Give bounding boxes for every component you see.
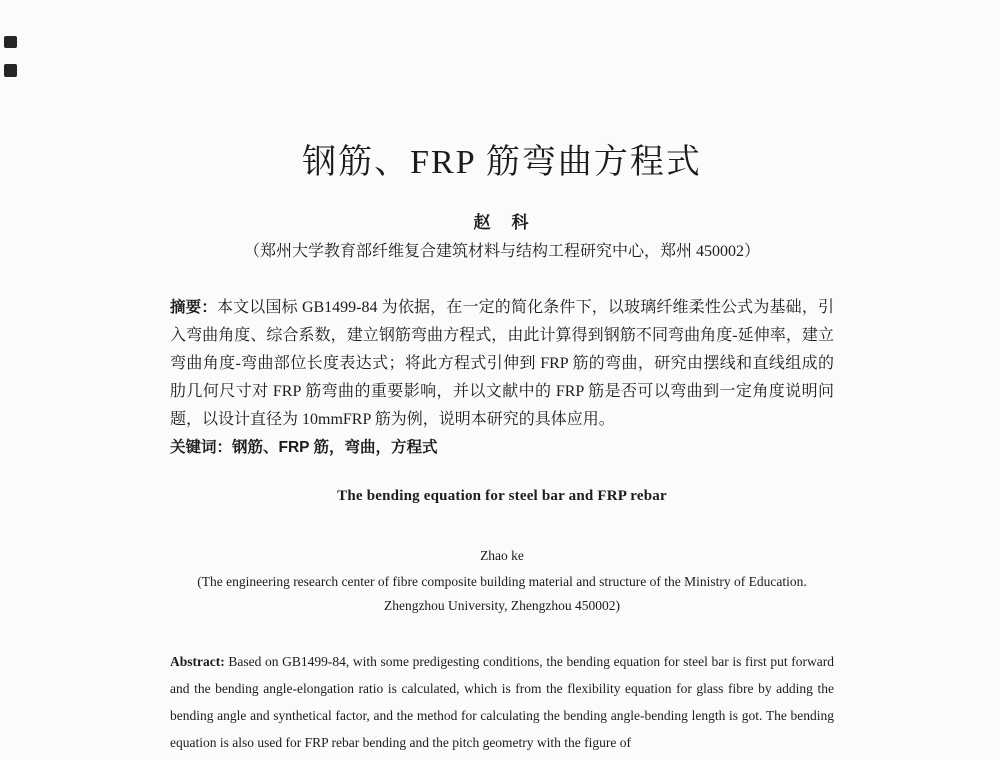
- chinese-abstract-block: [170, 294, 834, 462]
- affiliation-cn: （郑州大学教育部纤维复合建筑材料与结构工程研究中心，郑州 450002）: [243, 243, 760, 260]
- keywords-text-cn: 钢筋、FRP 筋，弯曲，方程式: [232, 439, 438, 456]
- affiliation-en-line2: Zhengzhou University, Zhengzhou 450002): [383, 598, 621, 613]
- abstract-paragraph-cn: [170, 294, 834, 434]
- affiliation-en: [170, 570, 834, 618]
- keywords-label-cn: 关键词：: [170, 439, 233, 456]
- affiliation-en-line1: (The engineering research center of fibre composite building material and structure of the Ministry of Education.: [197, 574, 807, 589]
- abstract-text-en: [170, 654, 834, 750]
- paper-title-cn: 钢筋、FRP 筋弯曲方程式: [302, 144, 702, 181]
- abstract-paragraph-en: [170, 648, 834, 756]
- scan-artifact-mark: [4, 36, 17, 48]
- keywords-line-cn: [170, 434, 834, 462]
- english-abstract-block: [170, 648, 834, 756]
- paper-title-en: The bending equation for steel bar and FRP rebar: [337, 488, 667, 504]
- author-name-cn: 赵 科: [473, 213, 531, 232]
- abstract-label-cn: 摘要：: [170, 299, 217, 316]
- abstract-text-cn: 本文以国标 GB1499-84 为依据，在一定的简化条件下，以玻璃纤维柔性公式为基础，引入弯曲角度、综合系数，建立钢筋弯曲方程式，由此计算得到钢筋不同弯曲角度-延伸率，建立弯曲角度-弯曲部位长度表达式；将此方程式引伸到 FRP 筋的弯曲，研究由摆线和直线组成的肋几何尺寸对 FRP 筋弯曲的重要影响，并以文献中的 FRP 筋是否可以弯曲到一定角度说明问题，以设计直径为 10mmFRP 筋为例，说明本研究的具体应用。: [170, 299, 834, 428]
- abstract-text-en-content: Based on GB1499-84, with some predigesting conditions, the bending equation for steel bar is first put forward and the bending angle-elongation ratio is calculated, which is from the flexibility equation for glass fibre by adding the bending angle and synthetical factor, and the method for calculating the bending angle-bending length is got. The bending equation is also used for FRP rebar bending and the pitch geometry with the figure of: [170, 654, 834, 750]
- author-name-en: Zhao ke: [480, 548, 524, 563]
- scan-artifact-mark: [4, 64, 17, 77]
- abstract-label-en: Abstract:: [170, 654, 225, 669]
